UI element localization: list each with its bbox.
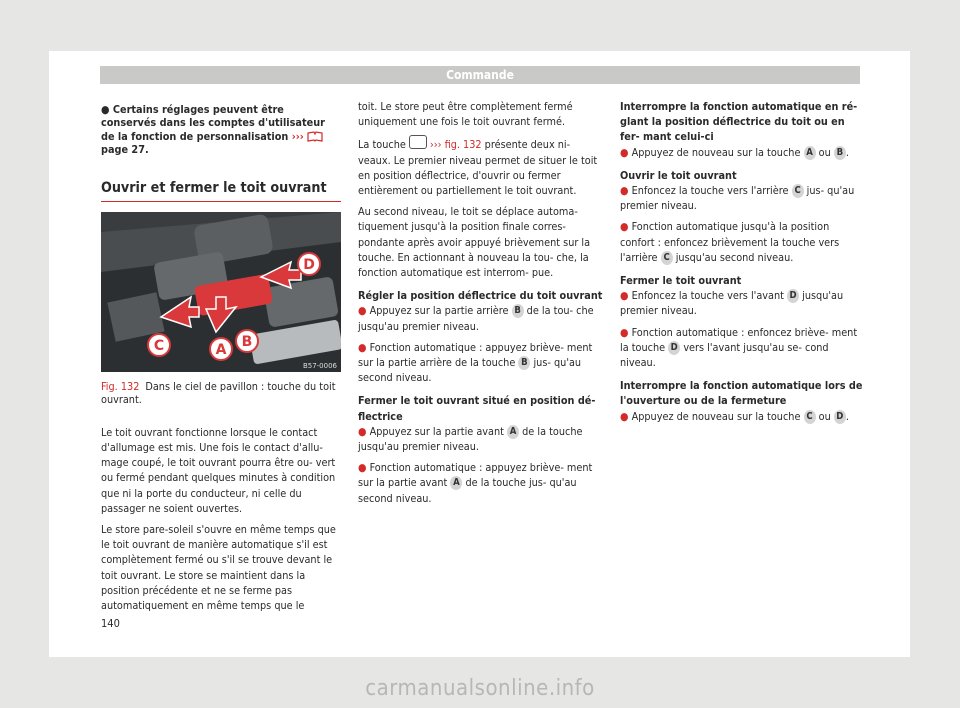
subheading: Interrompre la fonction automatique lors de l'ouverture ou de la fermeture: [620, 379, 863, 408]
label-c: C: [153, 337, 165, 354]
label-b: B: [241, 333, 253, 350]
bullet: ●: [101, 103, 110, 116]
paragraph: La touche ››› fig. 132 présente deux ni- veaux. Le premier niveau permet de situer le toit en position déflectrice, d'ouvrir ou fermer entièrement ou partiellement le toit ouvrant.: [358, 135, 603, 198]
sunroof-button-icon: [409, 135, 427, 149]
label-d: D: [303, 256, 315, 273]
bullet-item: ● Appuyez sur la partie avant A de la touche jusqu'au premier niveau.: [358, 424, 583, 454]
note-text: Certains réglages peuvent être conservés dans les comptes d'utilisateur de la fonction de personnalisation: [101, 103, 325, 143]
paragraph: Le store pare-soleil s'ouvre en même temps que le toit ouvrant de manière automatique s'il est complètement fermé ou s'il se trouve devant le toit ouvrant. Le store se maintient dans la position précédente et ne se ferme pas automatiquement en même temps que le: [101, 523, 336, 613]
bullet-item: ● Enfoncez la touche vers l'avant D jusqu'au premier niveau.: [620, 289, 844, 318]
figure-ref-link[interactable]: fig. 132: [444, 138, 482, 152]
column-1: [101, 103, 341, 619]
roof-console-illustration: [101, 212, 341, 372]
bullet-item: ● Appuyez sur la partie arrière B de la tou- che jusqu'au premier niveau.: [358, 304, 594, 333]
label-a: A: [215, 341, 227, 358]
subheading: Fermer le toit ouvrant situé en position dé- flectrice: [358, 394, 596, 423]
paragraph: toit. Le store peut être complètement fermé uniquement une fois le toit ouvrant fermé.: [358, 100, 573, 129]
column-2: [358, 99, 603, 512]
figure-code: B57-0006: [302, 361, 337, 370]
note: ● Certains réglages peuvent être conservés dans les comptes d'utilisateur de la fonction de personnalisation ››› page 27.: [101, 103, 325, 157]
bullet-item: ● Enfoncez la touche vers l'arrière C jus- qu'au premier niveau.: [620, 184, 855, 213]
subheading: Interrompre la fonction automatique en ré- glant la position déflectrice du toit ou en fer- mant celui-ci: [620, 100, 858, 144]
caption-text: Dans le ciel de pavillon : touche du toit ouvrant.: [101, 379, 336, 407]
figure-image: [101, 212, 341, 372]
page-link[interactable]: page 27: [101, 143, 145, 157]
paragraph: Au second niveau, le toit se déplace automa- tiquement jusqu'à la position finale corres- pondante après avoir appuyé brièvement sur la touche. En actionnant à nouveau la tou- che, la fonction automatique est interrom- pue.: [358, 205, 591, 280]
page-number: 140: [101, 617, 120, 630]
paragraph: Le toit ouvrant fonctionne lorsque le contact d'allumage est mis. Une fois le contact d'allu- mage coupé, le toit ouvrant pourra être ou- vert ou fermé pendant quelques minutes à condition que ni la porte du conducteur, ni celle du passager ne soient ouvertes.: [101, 425, 336, 515]
watermark: carmanualsonline.info: [365, 676, 595, 701]
subheading: Régler la position déflectrice du toit ouvrant: [358, 289, 603, 303]
figure-caption: [101, 380, 341, 407]
subheading: Ouvrir le toit ouvrant: [620, 168, 737, 182]
subheading: Fermer le toit ouvrant: [620, 274, 742, 288]
bullet-item: ● Fonction automatique jusqu'à la position confort : enfoncez brièvement la touche vers l'arrière C jusqu'au second niveau.: [620, 220, 840, 264]
book-icon: [307, 131, 323, 142]
bullet-item: ● Fonction automatique : appuyez briève- ment sur la partie avant A de la touche jus- qu'au second niveau.: [358, 461, 593, 505]
page-header: Commande: [100, 66, 860, 84]
arrow-link-icon: ›››: [291, 129, 304, 143]
bullet-item: ● Fonction automatique : enfoncez briève- ment la touche D vers l'avant jusqu'au se- cond niveau.: [620, 325, 858, 370]
bullet-item: ● Appuyez de nouveau sur la touche A ou B .: [620, 145, 849, 159]
figure-number: Fig. 132: [101, 379, 140, 393]
bullet-item: ● Appuyez de nouveau sur la touche C ou D .: [620, 409, 849, 423]
bullet-item: ● Fonction automatique : appuyez briève- ment sur la partie arrière de la touche B jus- qu'au second niveau.: [358, 340, 593, 385]
section-title: Ouvrir et fermer le toit ouvrant: [101, 181, 341, 202]
arrow-link-icon: ›››: [429, 138, 442, 152]
column-3: [620, 99, 865, 430]
